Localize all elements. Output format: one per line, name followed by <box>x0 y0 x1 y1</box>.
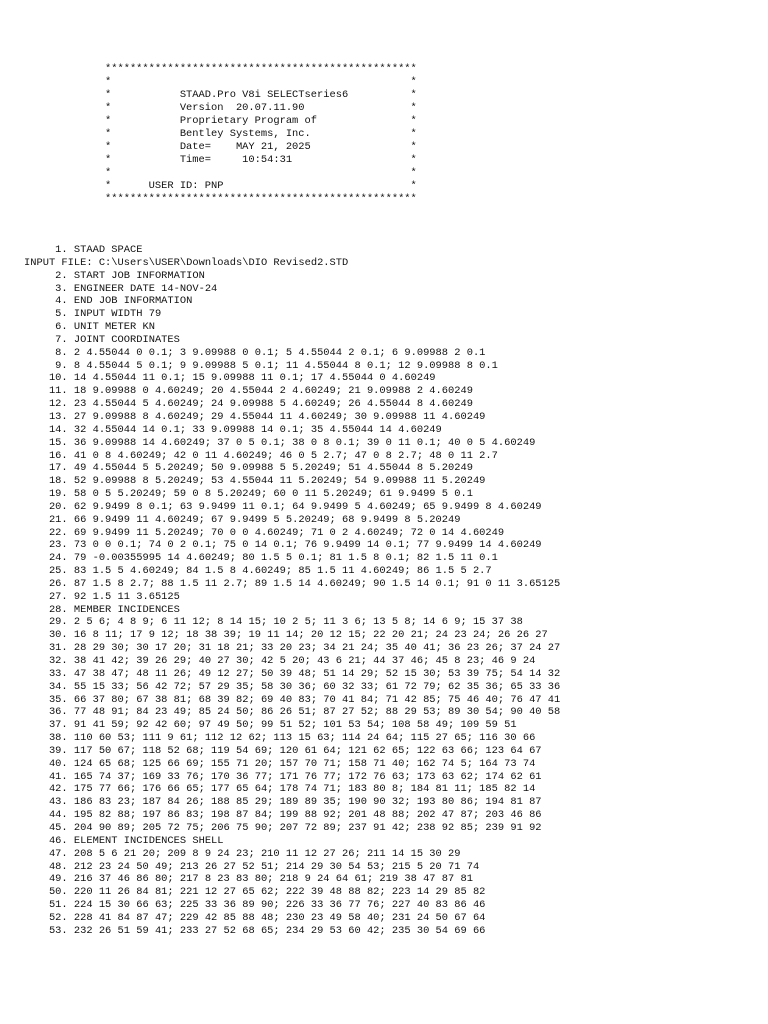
listing-line: 15. 36 9.09988 14 4.60249; 37 0 5 0.1; 38 0 8 0.1; 39 0 11 0.1; 40 0 5 4.60249 <box>24 436 536 449</box>
listing-line: INPUT FILE: C:\Users\USER\Downloads\DIO Revised2.STD <box>24 256 349 269</box>
listing-line: 49. 216 37 46 86 80; 217 8 23 83 80; 218 9 24 64 61; 219 38 47 87 81 <box>24 873 473 886</box>
listing-line: 39. 117 50 67; 118 52 68; 119 54 69; 120 61 64; 121 62 65; 122 63 66; 123 64 67 <box>24 744 542 757</box>
listing-line: 13. 27 9.09988 8 4.60249; 29 4.55044 11 4.60249; 30 9.09988 11 4.60249 <box>24 410 486 423</box>
listing-line: 5. INPUT WIDTH 79 <box>24 308 162 321</box>
listing-line: 44. 195 82 88; 197 86 83; 198 87 84; 199 88 92; 201 48 88; 202 47 87; 203 46 86 <box>24 809 542 822</box>
listing-line: 20. 62 9.9499 8 0.1; 63 9.9499 11 0.1; 64 9.9499 5 4.60249; 65 9.9499 8 4.60249 <box>24 500 542 513</box>
listing-line: 38. 110 60 53; 111 9 61; 112 12 62; 113 15 63; 114 24 64; 115 27 65; 116 30 66 <box>24 732 536 745</box>
listing-line: 28. MEMBER INCIDENCES <box>24 603 180 616</box>
banner-line: * USER ID: PNP * <box>105 180 417 192</box>
listing-line: 25. 83 1.5 5 4.60249; 84 1.5 8 4.60249; 85 1.5 11 4.60249; 86 1.5 5 2.7 <box>24 565 492 578</box>
listing-line: 17. 49 4.55044 5 5.20249; 50 9.09988 5 5.20249; 51 4.55044 8 5.20249 <box>24 462 473 475</box>
listing-line: 41. 165 74 37; 169 33 76; 170 36 77; 171 76 77; 172 76 63; 173 63 62; 174 62 61 <box>24 770 542 783</box>
listing-line: 26. 87 1.5 8 2.7; 88 1.5 11 2.7; 89 1.5 14 4.60249; 90 1.5 14 0.1; 91 0 11 3.65125 <box>24 577 561 590</box>
banner-line: * Time= 10:54:31 * <box>105 154 417 166</box>
listing-line: 52. 228 41 84 87 47; 229 42 85 88 48; 230 23 49 58 40; 231 24 50 67 64 <box>24 911 486 924</box>
listing-line: 14. 32 4.55044 14 0.1; 33 9.09988 14 0.1; 35 4.55044 14 4.60249 <box>24 423 442 436</box>
listing-line: 33. 47 38 47; 48 11 26; 49 12 27; 50 39 48; 51 14 29; 52 15 30; 53 39 75; 54 14 32 <box>24 667 561 680</box>
banner-line: * Date= MAY 21, 2025 * <box>105 141 417 153</box>
listing-line: 31. 28 29 30; 30 17 20; 31 18 21; 33 20 23; 34 21 24; 35 40 41; 36 23 26; 37 24 27 <box>24 642 561 655</box>
listing-line: 47. 208 5 6 21 20; 209 8 9 24 23; 210 11 12 27 26; 211 14 15 30 29 <box>24 847 461 860</box>
banner-line: * * <box>105 167 417 179</box>
listing-line: 43. 186 83 23; 187 84 26; 188 85 29; 189 89 35; 190 90 32; 193 80 86; 194 81 87 <box>24 796 542 809</box>
listing-line: 42. 175 77 66; 176 66 65; 177 65 64; 178 74 71; 183 80 8; 184 81 11; 185 82 14 <box>24 783 536 796</box>
listing-line: 6. UNIT METER KN <box>24 321 155 334</box>
listing-line: 34. 55 15 33; 56 42 72; 57 29 35; 58 30 36; 60 32 33; 61 72 79; 62 35 36; 65 33 36 <box>24 680 561 693</box>
listing-line: 9. 8 4.55044 5 0.1; 9 9.09988 5 0.1; 11 4.55044 8 0.1; 12 9.09988 8 0.1 <box>24 359 498 372</box>
listing-line: 7. JOINT COORDINATES <box>24 333 180 346</box>
listing-line: 21. 66 9.9499 11 4.60249; 67 9.9499 5 5.20249; 68 9.9499 8 5.20249 <box>24 513 461 526</box>
listing-line: 1. STAAD SPACE <box>24 244 143 256</box>
listing-line: 24. 79 -0.00355995 14 4.60249; 80 1.5 5 0.1; 81 1.5 8 0.1; 82 1.5 11 0.1 <box>24 552 498 565</box>
listing-line: 18. 52 9.09988 8 5.20249; 53 4.55044 11 5.20249; 54 9.09988 11 5.20249 <box>24 475 486 488</box>
banner-line: ************************************************** <box>105 63 417 75</box>
listing-line: 8. 2 4.55044 0 0.1; 3 9.09988 0 0.1; 5 4.55044 2 0.1; 6 9.09988 2 0.1 <box>24 346 486 359</box>
banner-line: * Version 20.07.11.90 * <box>105 102 417 114</box>
input-listing <box>24 244 560 938</box>
listing-line: 2. START JOB INFORMATION <box>24 269 205 282</box>
listing-line: 45. 204 90 89; 205 72 75; 206 75 90; 207 72 89; 237 91 42; 238 92 85; 239 91 92 <box>24 821 542 834</box>
banner-line: ************************************************** <box>105 193 417 205</box>
staad-header-banner <box>105 63 417 206</box>
listing-line: 4. END JOB INFORMATION <box>24 295 193 308</box>
listing-line: 16. 41 0 8 4.60249; 42 0 11 4.60249; 46 0 5 2.7; 47 0 8 2.7; 48 0 11 2.7 <box>24 449 498 462</box>
listing-line: 23. 73 0 0 0.1; 74 0 2 0.1; 75 0 14 0.1; 76 9.9499 14 0.1; 77 9.9499 14 4.60249 <box>24 539 542 552</box>
listing-line: 10. 14 4.55044 11 0.1; 15 9.09988 11 0.1; 17 4.55044 0 4.60249 <box>24 372 436 385</box>
listing-line: 40. 124 65 68; 125 66 69; 155 71 20; 157 70 71; 158 71 40; 162 74 5; 164 73 74 <box>24 757 536 770</box>
banner-line: * Bentley Systems, Inc. * <box>105 128 417 140</box>
listing-line: 29. 2 5 6; 4 8 9; 6 11 12; 8 14 15; 10 2 5; 11 3 6; 13 5 8; 14 6 9; 15 37 38 <box>24 616 523 629</box>
listing-line: 3. ENGINEER DATE 14-NOV-24 <box>24 282 218 295</box>
listing-line: 51. 224 15 30 66 63; 225 33 36 89 90; 226 33 36 77 76; 227 40 83 86 46 <box>24 899 486 912</box>
banner-line: * STAAD.Pro V8i SELECTseries6 * <box>105 89 417 101</box>
listing-line: 50. 220 11 26 84 81; 221 12 27 65 62; 222 39 48 88 82; 223 14 29 85 82 <box>24 886 486 899</box>
listing-line: 27. 92 1.5 11 3.65125 <box>24 590 180 603</box>
listing-line: 53. 232 26 51 59 41; 233 27 52 68 65; 234 29 53 60 42; 235 30 54 69 66 <box>24 924 486 937</box>
listing-line: 12. 23 4.55044 5 4.60249; 24 9.09988 5 4.60249; 26 4.55044 8 4.60249 <box>24 398 473 411</box>
listing-line: 36. 77 48 91; 84 23 49; 85 24 50; 86 26 51; 87 27 52; 88 29 53; 89 30 54; 90 40 58 <box>24 706 561 719</box>
listing-line: 46. ELEMENT INCIDENCES SHELL <box>24 834 224 847</box>
listing-line: 11. 18 9.09988 0 4.60249; 20 4.55044 2 4.60249; 21 9.09988 2 4.60249 <box>24 385 473 398</box>
banner-line: * * <box>105 76 417 88</box>
listing-line: 48. 212 23 24 50 49; 213 26 27 52 51; 214 29 30 54 53; 215 5 20 71 74 <box>24 860 480 873</box>
listing-line: 37. 91 41 59; 92 42 60; 97 49 50; 99 51 52; 101 53 54; 108 58 49; 109 59 51 <box>24 719 517 732</box>
listing-line: 32. 38 41 42; 39 26 29; 40 27 30; 42 5 20; 43 6 21; 44 37 46; 45 8 23; 46 9 24 <box>24 655 536 667</box>
banner-line: * Proprietary Program of * <box>105 115 417 127</box>
listing-line: 30. 16 8 11; 17 9 12; 18 38 39; 19 11 14; 20 12 15; 22 20 21; 24 23 24; 26 26 27 <box>24 629 548 642</box>
listing-line: 35. 66 37 80; 67 38 81; 68 39 82; 69 40 83; 70 41 84; 71 42 85; 75 46 40; 76 47 41 <box>24 693 561 706</box>
listing-line: 22. 69 9.9499 11 5.20249; 70 0 0 4.60249; 71 0 2 4.60249; 72 0 14 4.60249 <box>24 526 505 539</box>
listing-line: 19. 58 0 5 5.20249; 59 0 8 5.20249; 60 0 11 5.20249; 61 9.9499 5 0.1 <box>24 488 473 501</box>
